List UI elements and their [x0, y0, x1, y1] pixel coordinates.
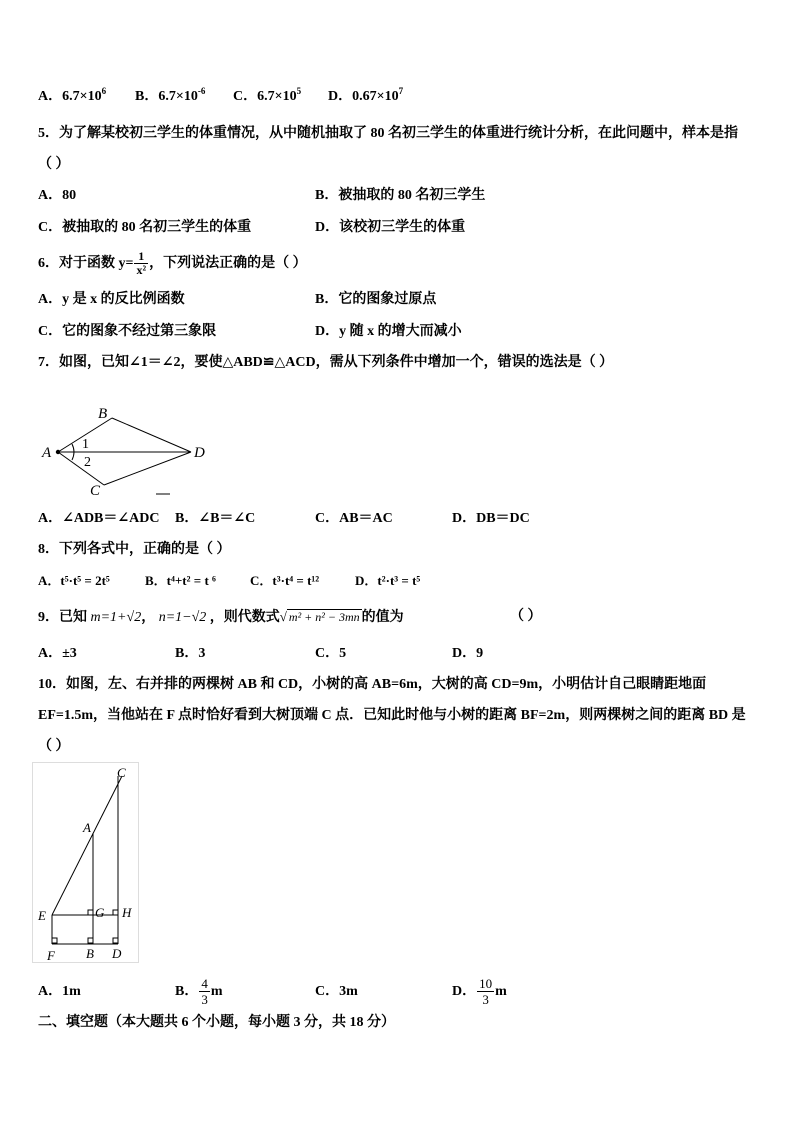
q4-option-c [233, 88, 301, 106]
q4-d-exp: 7 [398, 86, 404, 96]
q10-label-f: F [47, 948, 55, 963]
q5-option-c: C．被抽取的 80 名初三学生的体重 [38, 220, 252, 235]
q7-option-d: D．DB＝DC [452, 511, 530, 526]
q7-option-c: C．AB＝AC [315, 511, 393, 526]
q7-label-a: A [42, 445, 52, 461]
q10-label-b: B [86, 946, 94, 961]
q4-option-d [328, 88, 403, 106]
q7-line-bd [112, 418, 191, 452]
q9-stem-mid: ，则代数式 [209, 610, 280, 625]
q4-b-text: B．6.7×10 [135, 89, 198, 104]
q10-label-d: D [112, 946, 122, 961]
q4-c-exp: 5 [296, 86, 302, 96]
q9-option-d: D．9 [452, 646, 484, 661]
q10-right-angle-d [113, 938, 118, 943]
q10-line-ec [52, 776, 122, 915]
q9-n-expr: n=1−√2 [158, 610, 207, 625]
q7-label-d: D [194, 445, 205, 461]
q7-line-cd [104, 452, 191, 485]
q10-b-pre: B． [175, 984, 199, 999]
q10-line1: 10．如图，左、右并排的两棵树 AB 和 CD，小树的高 AB=6m，大树的高 CD=9m，小明估计自己眼睛距地面 [38, 677, 707, 692]
q10-option-b [175, 970, 223, 1014]
q10-option-c: C．3m [315, 984, 358, 999]
q6-option-c: C．它的图象不经过第三象限 [38, 324, 217, 339]
q10-d-den: 3 [482, 992, 489, 1008]
q9-option-c: C．5 [315, 646, 347, 661]
q7-option-a: A．∠ADB＝∠ADC [38, 511, 160, 526]
q4-a-exp: 6 [101, 86, 107, 96]
q7-figure [36, 400, 226, 500]
q7-label-b: B [98, 406, 108, 422]
q6-option-b: B．它的图象过原点 [315, 292, 437, 307]
q6-frac-den: x² [136, 263, 147, 278]
q4-b-exp: -6 [197, 86, 206, 96]
q9-sqrt-expr: m² + n² − 3mn [288, 610, 360, 624]
q8-option-a: A．t⁵·t⁵ = 2t⁵ [38, 573, 110, 588]
q10-b-den: 3 [201, 992, 208, 1008]
q9-option-b: B．3 [175, 646, 206, 661]
q10-option-d [452, 970, 507, 1014]
q6-frac-num: 1 [134, 250, 148, 264]
q9-stem: 9．已知 m=1+√2， n=1−√2 ，则代数式√ m² + n² − 3mn 的值为 [38, 609, 404, 625]
q10-b-fraction [199, 976, 210, 1007]
q7-angle-1: 1 [82, 437, 89, 452]
q9-stem-post: 的值为 [361, 610, 404, 625]
q9-option-a: A．±3 [38, 646, 77, 661]
q5-stem: 5．为了解某校初三学生的体重情况，从中随机抽取了 80 名初三学生的体重进行统计分析，在此问题中，样本是指 [38, 126, 738, 141]
q10-d-pre: D． [452, 984, 477, 999]
q8-option-d: D．t²·t³ = t⁵ [355, 573, 421, 588]
q10-figure [32, 762, 142, 968]
q8-option-b: B．t⁴+t² = t ⁶ [145, 573, 216, 588]
q10-right-angle-g [88, 910, 93, 915]
q10-line2: EF=1.5m，当他站在 F 点时恰好看到大树顶端 C 点．已知此时他与小树的距离 BF=2m，则两棵树之间的距离 BD 是 [38, 708, 746, 723]
q7-label-c: C [90, 483, 101, 499]
q6-stem-pre: 6．对于函数 y= [38, 256, 134, 271]
q6-option-d: D．y 随 x 的增大而减小 [315, 324, 462, 339]
q8-option-c: C．t³·t⁴ = t¹² [250, 573, 320, 588]
q5-option-d: D．该校初三学生的体重 [315, 220, 466, 235]
q10-paren: （ ） [38, 739, 70, 754]
q7-stem: 7．如图，已知∠1＝∠2，要使△ABD≌△ACD，需从下列条件中增加一个，错误的选法是（ ） [38, 355, 614, 370]
q10-label-a: A [83, 820, 91, 835]
q4-d-text: D．0.67×10 [328, 89, 399, 104]
q7-line-ac [58, 452, 104, 485]
section-2-heading: 二、填空题（本大题共 6 个小题，每小题 3 分，共 18 分） [38, 1015, 395, 1030]
q9-paren: （ ） [510, 609, 542, 624]
q10-d-unit: m [495, 984, 507, 999]
q10-b-unit: m [210, 984, 223, 999]
q7-angle-2: 2 [84, 455, 91, 470]
q7-option-b: B．∠B＝∠C [175, 511, 256, 526]
q10-right-angle-b [88, 938, 93, 943]
q4-a-text: A．6.7×10 [38, 89, 102, 104]
q10-b-num: 4 [201, 976, 208, 992]
q9-m-expr: m=1+√2 [90, 610, 142, 625]
q10-label-e: E [38, 908, 46, 923]
q10-label-h: H [122, 905, 132, 920]
q10-label-g: G [95, 905, 105, 920]
q10-d-fraction [477, 976, 494, 1007]
q7-point-a [56, 450, 60, 454]
q10-label-c: C [117, 765, 126, 780]
q5-option-b: B．被抽取的 80 名初三学生 [315, 188, 486, 203]
q4-option-a [38, 88, 106, 106]
q6-option-a: A．y 是 x 的反比例函数 [38, 292, 185, 307]
q10-figure-frame [33, 763, 139, 963]
q4-c-text: C．6.7×10 [233, 89, 297, 104]
q6-fraction [134, 250, 148, 277]
q4-option-b [135, 88, 205, 106]
q5-paren: （ ） [38, 157, 70, 172]
q10-d-num: 10 [479, 976, 493, 992]
q6-stem-post: ，下列说法正确的是（ ） [149, 256, 307, 271]
q10-right-angle-f [52, 938, 57, 943]
q10-right-angle-h [113, 910, 118, 915]
q5-option-a: A．80 [38, 188, 77, 203]
q10-option-a: A．1m [38, 984, 81, 999]
q8-stem: 8．下列各式中，正确的是（ ） [38, 542, 231, 557]
q9-stem-pre: 9．已知 [38, 610, 87, 625]
q6-stem [38, 246, 307, 282]
